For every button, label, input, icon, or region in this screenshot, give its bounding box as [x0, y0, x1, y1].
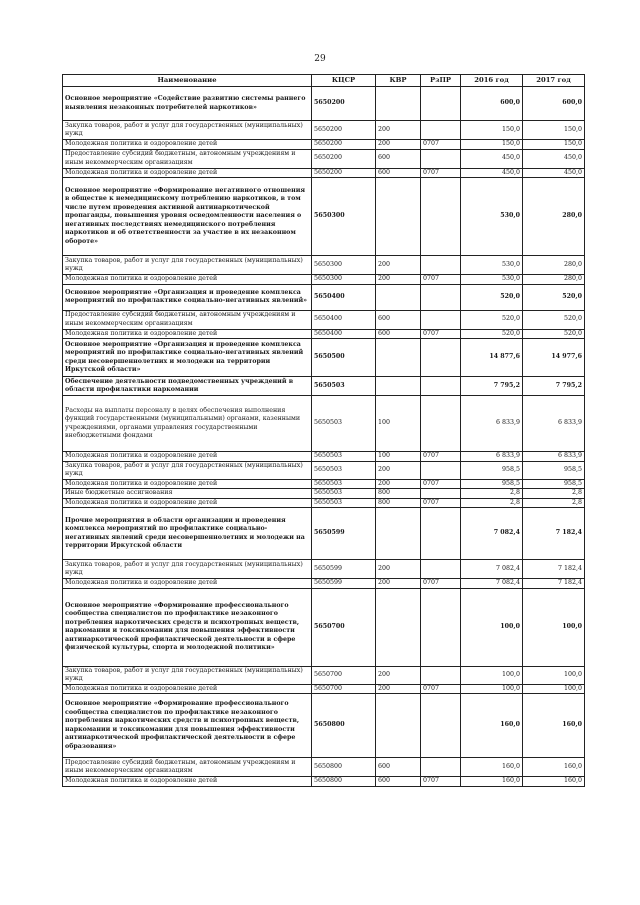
cell-2016: 530,0	[461, 275, 523, 285]
table-row	[63, 256, 585, 275]
cell-2016: 520,0	[461, 329, 523, 339]
cell-kcsr: 5650300	[312, 178, 376, 256]
cell-kvr: 200	[376, 461, 421, 479]
cell-2016: 958,5	[461, 461, 523, 479]
cell-kvr: 600	[376, 329, 421, 339]
cell-name: Основное мероприятие «Формирование негативного отношения в обществе к немедицинскому потреблению наркотиков, в том числе путем проведения активной антинаркотической пропаганды, повышения уровня осведомленности населения о негативных последствиях немедицинского потребления наркотиков и об ответственности за участие в их незаконном обороте»	[63, 178, 312, 256]
cell-2017: 100,0	[523, 588, 585, 666]
cell-2016: 530,0	[461, 178, 523, 256]
cell-kcsr: 5650200	[312, 140, 376, 150]
cell-2016: 6 833,9	[461, 396, 523, 452]
table-row	[63, 149, 585, 168]
cell-name: Основное мероприятие «Формирование профессионального сообщества специалистов по профилактике незаконного потребления наркотических средств и психотропных веществ, наркомании и токсикомании для повышения эффективности антинаркотической профилактической деятельности в сфере физической культуры, спорта и молодежной политики»	[63, 588, 312, 666]
cell-2016: 530,0	[461, 256, 523, 275]
cell-2016: 100,0	[461, 588, 523, 666]
cell-name: Основное мероприятие «Формирование профессионального сообщества специалистов по профилактике незаконного потребления наркотических средств и психотропных веществ, наркомании и токсикомании для повышения эффективности антинаркотической профилактической деятельности в сфере образования»	[63, 694, 312, 758]
cell-kvr: 200	[376, 579, 421, 589]
cell-2016: 450,0	[461, 149, 523, 168]
cell-name: Молодежная политика и оздоровление детей	[63, 329, 312, 339]
cell-rzpr: 0707	[421, 579, 461, 589]
cell-2016: 150,0	[461, 121, 523, 140]
cell-name: Иные бюджетные ассигнования	[63, 489, 312, 499]
cell-kvr	[376, 178, 421, 256]
cell-kcsr: 5650800	[312, 758, 376, 777]
cell-rzpr	[421, 178, 461, 256]
cell-name: Закупка товаров, работ и услуг для государственных (муниципальных) нужд	[63, 461, 312, 479]
cell-kcsr: 5650700	[312, 684, 376, 694]
cell-name: Молодежная политика и оздоровление детей	[63, 684, 312, 694]
cell-kcsr: 5650400	[312, 310, 376, 329]
column-header-name: Наименование	[63, 75, 312, 87]
cell-kvr: 600	[376, 310, 421, 329]
cell-kvr	[376, 284, 421, 310]
table-row	[63, 284, 585, 310]
cell-name: Закупка товаров, работ и услуг для государственных (муниципальных) нужд	[63, 121, 312, 140]
cell-rzpr	[421, 339, 461, 377]
cell-kvr: 200	[376, 684, 421, 694]
cell-2016: 160,0	[461, 694, 523, 758]
cell-2017: 100,0	[523, 666, 585, 684]
cell-2017: 958,5	[523, 479, 585, 489]
cell-kcsr: 5650200	[312, 121, 376, 140]
cell-2016: 600,0	[461, 87, 523, 121]
cell-rzpr	[421, 461, 461, 479]
cell-rzpr	[421, 588, 461, 666]
table-row	[63, 489, 585, 499]
cell-name: Молодежная политика и оздоровление детей	[63, 579, 312, 589]
cell-2017: 520,0	[523, 284, 585, 310]
table-row	[63, 377, 585, 396]
cell-name: Основное мероприятие «Организация и проведение комплекса мероприятий по профилактике социально-негативных явлений»	[63, 284, 312, 310]
table-row	[63, 396, 585, 452]
cell-name: Предоставление субсидий бюджетным, автономным учреждениям и иным некоммерческим организациям	[63, 758, 312, 777]
cell-name: Предоставление субсидий бюджетным, автономным учреждениям и иным некоммерческим организациям	[63, 310, 312, 329]
table-row	[63, 498, 585, 508]
cell-kvr: 600	[376, 758, 421, 777]
cell-rzpr	[421, 396, 461, 452]
cell-kcsr: 5650503	[312, 479, 376, 489]
cell-2017: 600,0	[523, 87, 585, 121]
cell-rzpr: 0707	[421, 498, 461, 508]
cell-kcsr: 5650200	[312, 149, 376, 168]
cell-name: Закупка товаров, работ и услуг для государственных (муниципальных) нужд	[63, 666, 312, 684]
cell-2016: 160,0	[461, 758, 523, 777]
cell-2017: 7 182,4	[523, 560, 585, 579]
cell-name: Обеспечение деятельности подведомственных учреждений в области профилактики наркомании	[63, 377, 312, 396]
cell-rzpr	[421, 508, 461, 560]
cell-2017: 280,0	[523, 178, 585, 256]
table-row	[63, 508, 585, 560]
table-row	[63, 588, 585, 666]
cell-kvr: 200	[376, 140, 421, 150]
cell-rzpr: 0707	[421, 140, 461, 150]
cell-2016: 150,0	[461, 140, 523, 150]
column-header-2017: 2017 год	[523, 75, 585, 87]
cell-2016: 7 795,2	[461, 377, 523, 396]
table-row	[63, 329, 585, 339]
cell-2016: 160,0	[461, 777, 523, 787]
cell-kcsr: 5650200	[312, 87, 376, 121]
cell-kcsr: 5650200	[312, 168, 376, 178]
cell-kcsr: 5650300	[312, 256, 376, 275]
cell-rzpr	[421, 87, 461, 121]
cell-kvr	[376, 377, 421, 396]
table-row	[63, 452, 585, 462]
table-row	[63, 178, 585, 256]
column-header-2016: 2016 год	[461, 75, 523, 87]
cell-2017: 7 795,2	[523, 377, 585, 396]
cell-2017: 160,0	[523, 694, 585, 758]
cell-2017: 6 833,9	[523, 452, 585, 462]
cell-rzpr	[421, 666, 461, 684]
cell-kcsr: 5650400	[312, 329, 376, 339]
cell-rzpr	[421, 121, 461, 140]
cell-2017: 160,0	[523, 758, 585, 777]
cell-rzpr: 0707	[421, 684, 461, 694]
cell-name: Молодежная политика и оздоровление детей	[63, 479, 312, 489]
cell-rzpr	[421, 310, 461, 329]
cell-rzpr	[421, 256, 461, 275]
cell-rzpr	[421, 560, 461, 579]
cell-kvr: 200	[376, 256, 421, 275]
page-number: 29	[314, 54, 326, 64]
table-row	[63, 579, 585, 589]
cell-kvr	[376, 339, 421, 377]
cell-rzpr: 0707	[421, 479, 461, 489]
cell-2017: 450,0	[523, 149, 585, 168]
cell-2016: 14 877,6	[461, 339, 523, 377]
cell-kcsr: 5650800	[312, 694, 376, 758]
cell-2016: 520,0	[461, 284, 523, 310]
cell-2016: 100,0	[461, 666, 523, 684]
table-row	[63, 87, 585, 121]
table-row	[63, 694, 585, 758]
table-row	[63, 666, 585, 684]
cell-kcsr: 5650599	[312, 508, 376, 560]
cell-2017: 7 182,4	[523, 508, 585, 560]
cell-2017: 520,0	[523, 329, 585, 339]
cell-2017: 14 977,6	[523, 339, 585, 377]
cell-rzpr: 0707	[421, 452, 461, 462]
table-row	[63, 684, 585, 694]
cell-2017: 520,0	[523, 310, 585, 329]
cell-2016: 100,0	[461, 684, 523, 694]
cell-name: Расходы на выплаты персоналу в целях обеспечения выполнения функций государственными (муниципальными) органами, казенными учреждениями, органами управления государственными внебюджетными фондами	[63, 396, 312, 452]
cell-rzpr	[421, 489, 461, 499]
cell-rzpr: 0707	[421, 275, 461, 285]
table-body	[63, 87, 585, 787]
cell-kcsr: 5650400	[312, 284, 376, 310]
cell-kcsr: 5650599	[312, 560, 376, 579]
cell-rzpr	[421, 149, 461, 168]
cell-kvr	[376, 508, 421, 560]
cell-rzpr: 0707	[421, 777, 461, 787]
cell-2017: 2,8	[523, 489, 585, 499]
cell-2017: 150,0	[523, 121, 585, 140]
cell-2017: 6 833,9	[523, 396, 585, 452]
cell-kcsr: 5650800	[312, 777, 376, 787]
cell-kcsr: 5650300	[312, 275, 376, 285]
cell-name: Прочие мероприятия в области организации и проведения комплекса мероприятий по профилактике социально-негативных явлений среди несовершеннолетних и молодежи на территории Иркутской области	[63, 508, 312, 560]
cell-2016: 958,5	[461, 479, 523, 489]
cell-2016: 7 082,4	[461, 508, 523, 560]
column-header-kvr: КВР	[376, 75, 421, 87]
cell-name: Молодежная политика и оздоровление детей	[63, 168, 312, 178]
table-row	[63, 121, 585, 140]
cell-2017: 150,0	[523, 140, 585, 150]
cell-kvr	[376, 694, 421, 758]
cell-2017: 2,8	[523, 498, 585, 508]
cell-kcsr: 5650503	[312, 377, 376, 396]
cell-kvr: 600	[376, 168, 421, 178]
table-row	[63, 339, 585, 377]
cell-kcsr: 5650503	[312, 489, 376, 499]
cell-rzpr	[421, 377, 461, 396]
cell-kvr: 100	[376, 452, 421, 462]
cell-kvr: 200	[376, 121, 421, 140]
cell-kcsr: 5650700	[312, 588, 376, 666]
cell-kcsr: 5650599	[312, 579, 376, 589]
table-row	[63, 461, 585, 479]
cell-kcsr: 5650503	[312, 461, 376, 479]
cell-name: Закупка товаров, работ и услуг для государственных (муниципальных) нужд	[63, 256, 312, 275]
cell-2017: 280,0	[523, 275, 585, 285]
table-row	[63, 777, 585, 787]
column-header-rzpr: РзПР	[421, 75, 461, 87]
cell-kcsr: 5650500	[312, 339, 376, 377]
cell-2017: 100,0	[523, 684, 585, 694]
cell-rzpr: 0707	[421, 329, 461, 339]
cell-name: Предоставление субсидий бюджетным, автономным учреждениям и иным некоммерческим организациям	[63, 149, 312, 168]
cell-rzpr: 0707	[421, 168, 461, 178]
cell-name: Молодежная политика и оздоровление детей	[63, 452, 312, 462]
cell-name: Основное мероприятие «Организация и проведение комплекса мероприятий по профилактике социально-негативных явлений среди несовершеннолетних и молодежи на территории Иркутской области»	[63, 339, 312, 377]
cell-2017: 958,5	[523, 461, 585, 479]
cell-name: Молодежная политика и оздоровление детей	[63, 777, 312, 787]
cell-2017: 450,0	[523, 168, 585, 178]
cell-kvr: 600	[376, 777, 421, 787]
column-header-kcsr: КЦСР	[312, 75, 376, 87]
table-row	[63, 140, 585, 150]
cell-kcsr: 5650503	[312, 396, 376, 452]
cell-kvr: 800	[376, 489, 421, 499]
cell-kvr: 200	[376, 666, 421, 684]
table-row	[63, 275, 585, 285]
cell-kcsr: 5650503	[312, 498, 376, 508]
cell-kvr: 600	[376, 149, 421, 168]
cell-2017: 7 182,4	[523, 579, 585, 589]
cell-kvr: 200	[376, 479, 421, 489]
cell-2016: 7 082,4	[461, 579, 523, 589]
cell-2016: 7 082,4	[461, 560, 523, 579]
table-row	[63, 479, 585, 489]
cell-name: Молодежная политика и оздоровление детей	[63, 498, 312, 508]
cell-kvr: 200	[376, 275, 421, 285]
cell-name: Молодежная политика и оздоровление детей	[63, 275, 312, 285]
cell-kcsr: 5650503	[312, 452, 376, 462]
cell-2016: 450,0	[461, 168, 523, 178]
cell-name: Основное мероприятие «Содействие развитию системы раннего выявления незаконных потребителей наркотиков»	[63, 87, 312, 121]
table-row	[63, 310, 585, 329]
cell-rzpr	[421, 284, 461, 310]
cell-name: Молодежная политика и оздоровление детей	[63, 140, 312, 150]
cell-kvr	[376, 588, 421, 666]
cell-rzpr	[421, 694, 461, 758]
cell-2016: 6 833,9	[461, 452, 523, 462]
cell-2016: 2,8	[461, 498, 523, 508]
cell-name: Закупка товаров, работ и услуг для государственных (муниципальных) нужд	[63, 560, 312, 579]
cell-2017: 280,0	[523, 256, 585, 275]
cell-kvr: 100	[376, 396, 421, 452]
table-header-row	[63, 75, 585, 87]
cell-2017: 160,0	[523, 777, 585, 787]
cell-kvr: 800	[376, 498, 421, 508]
cell-kvr: 200	[376, 560, 421, 579]
cell-2016: 2,8	[461, 489, 523, 499]
budget-table	[62, 74, 585, 787]
cell-kcsr: 5650700	[312, 666, 376, 684]
cell-rzpr	[421, 758, 461, 777]
cell-kvr	[376, 87, 421, 121]
table-row	[63, 560, 585, 579]
table-row	[63, 758, 585, 777]
cell-2016: 520,0	[461, 310, 523, 329]
table-row	[63, 168, 585, 178]
